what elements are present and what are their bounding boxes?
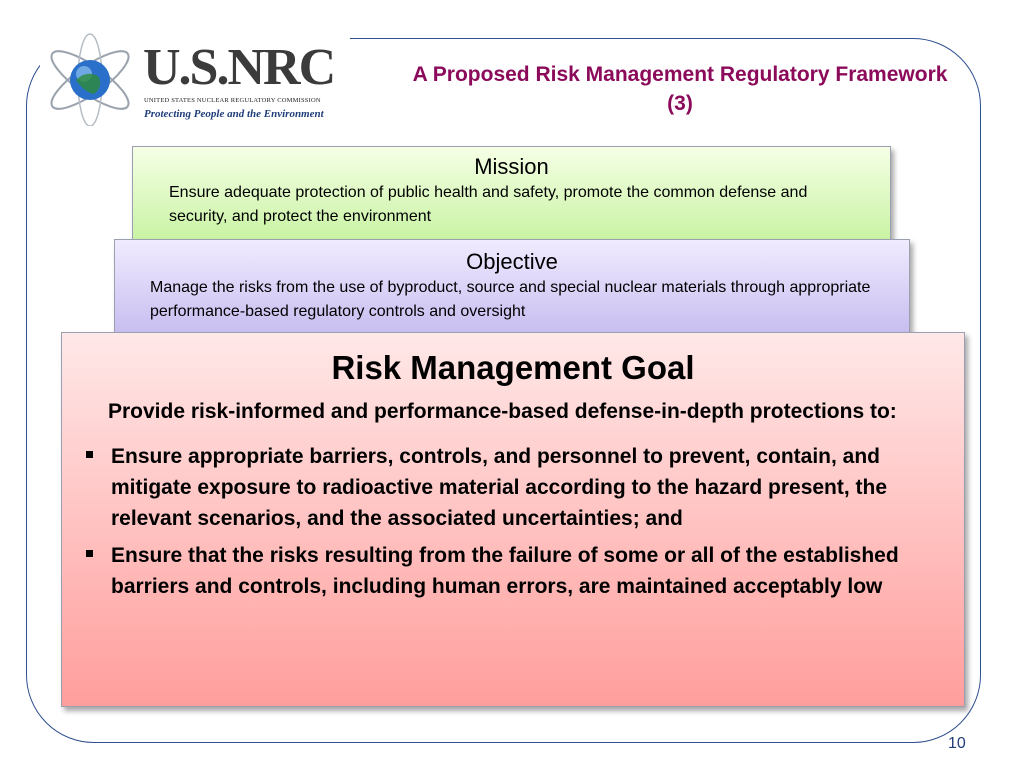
logo-subtitle: UNITED STATES NUCLEAR REGULATORY COMMISSION [144, 97, 321, 104]
slide-title: A Proposed Risk Management Regulatory Framework (3) [412, 63, 948, 115]
page-number: 10 [948, 735, 966, 752]
logo-wordmark: U.S.NRC [143, 39, 335, 96]
goal-bullet-text: Ensure that the risks resulting from the failure of some or all of the established barriers and controls, including human errors, are maintained acceptably low [111, 544, 899, 598]
goal-bullet-item [86, 441, 934, 534]
goal-heading: Risk Management Goal [331, 349, 695, 386]
goal-bullet-list [86, 441, 934, 602]
goal-intro: Provide risk-informed and performance-based defense-in-depth protections to: [108, 400, 897, 423]
objective-text: Manage the risks from the use of byproduct, source and special nuclear materials through appropriate performance-based regulatory controls and oversight [150, 279, 871, 320]
objective-heading: Objective [466, 249, 558, 274]
goal-bullet-item [86, 540, 934, 602]
mission-box [132, 146, 891, 243]
goal-bullet-text: Ensure appropriate barriers, controls, and personnel to prevent, contain, and mitigate exposure to radioactive material according to the hazard present, the relevant scenarios, and the associated uncertainties; and [111, 445, 888, 530]
mission-text: Ensure adequate protection of public health and safety, promote the common defense and security, and protect the environment [169, 184, 808, 225]
square-bullet-icon [86, 550, 93, 557]
risk-goal-box [61, 332, 965, 707]
square-bullet-icon [86, 451, 93, 458]
nrc-logo [40, 30, 350, 128]
mission-heading: Mission [474, 154, 549, 179]
objective-box [114, 239, 910, 335]
logo-tagline: Protecting People and the Environment [144, 108, 324, 120]
atom-globe-icon [40, 30, 140, 126]
